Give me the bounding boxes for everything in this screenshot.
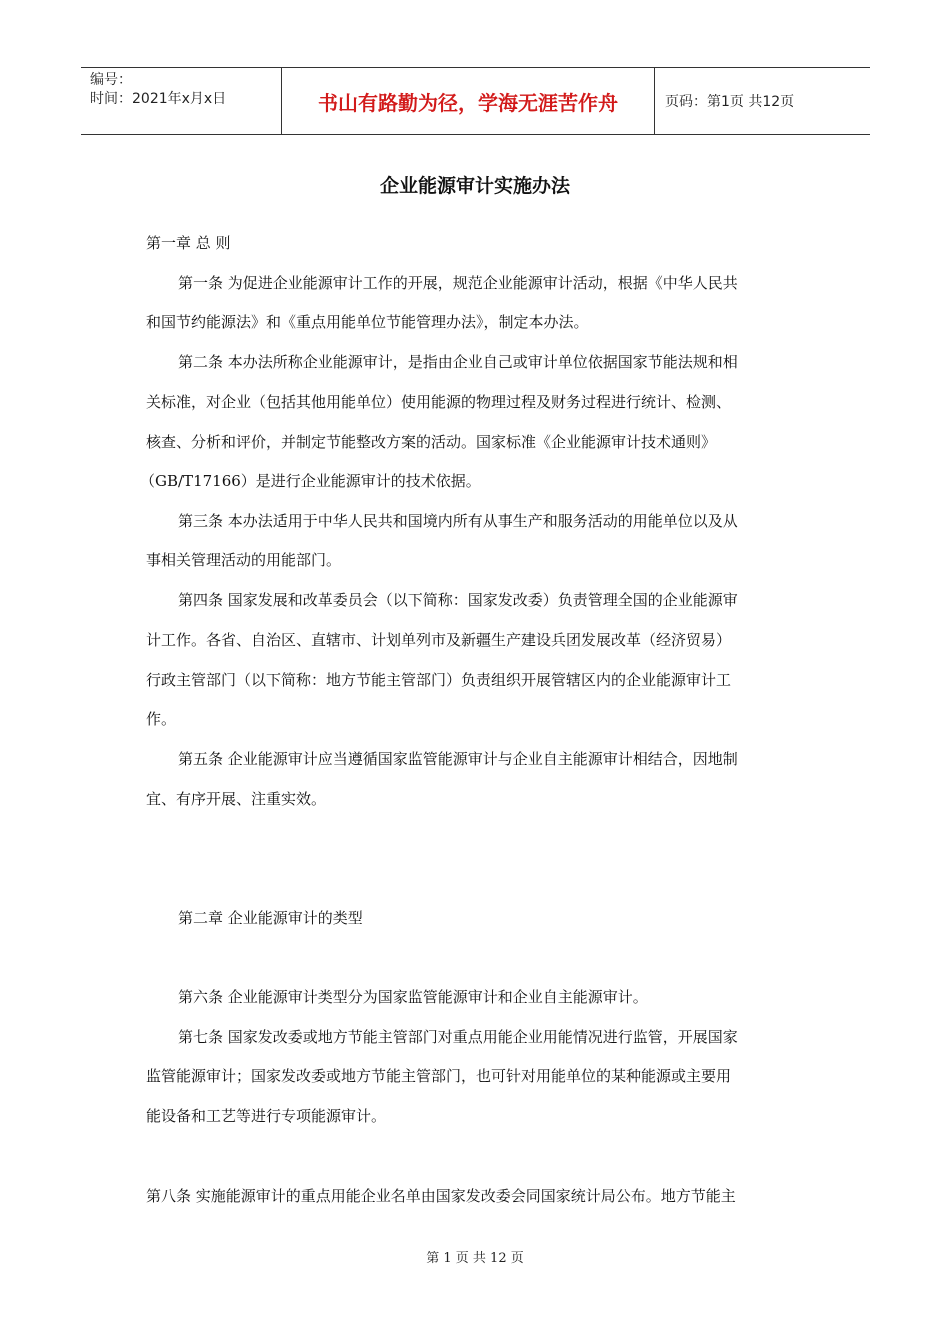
article-2-line-2: 关标准，对企业（包括其他用能单位）使用能源的物理过程及财务过程进行统计、检测、 xyxy=(146,393,732,411)
article-8-line-1: 第八条 实施能源审计的重点用能企业名单由国家发改委会同国家统计局公布。地方节能主 xyxy=(146,1187,736,1205)
header-meta-cell xyxy=(81,68,281,134)
article-4-line-3: 行政主管部门（以下简称：地方节能主管部门）负责组织开展管辖区内的企业能源审计工 xyxy=(146,671,732,689)
article-2-line-1: 第二条 本办法所称企业能源审计，是指由企业自己或审计单位依据国家节能法规和相 xyxy=(178,353,738,371)
document-title: 企业能源审计实施办法 xyxy=(379,175,570,197)
article-2-line-3: 核查、分析和评价，并制定节能整改方案的活动。国家标准《企业能源审计技术通则》 xyxy=(146,433,717,451)
article-5-line-2: 宜、有序开展、注重实效。 xyxy=(146,790,327,808)
page-footer: 第 1 页 共 12 页 xyxy=(426,1251,524,1266)
article-6-line-1: 第六条 企业能源审计类型分为国家监管能源审计和企业自主能源审计。 xyxy=(178,988,648,1006)
article-4-line-2: 计工作。各省、自治区、直辖市、计划单列市及新疆生产建设兵团发展改革（经济贸易） xyxy=(146,631,732,649)
number-label: 编号： xyxy=(90,72,132,88)
article-1-line-1: 第一条 为促进企业能源审计工作的开展，规范企业能源审计活动，根据《中华人民共 xyxy=(178,274,738,292)
article-4-line-4: 作。 xyxy=(146,710,177,728)
chapter-1-heading: 第一章 总 则 xyxy=(146,234,231,252)
article-7-line-1: 第七条 国家发改委或地方节能主管部门对重点用能企业用能情况进行监管，开展国家 xyxy=(178,1028,738,1046)
motto-cell xyxy=(281,68,655,134)
article-5-line-1: 第五条 企业能源审计应当遵循国家监管能源审计与企业自主能源审计相结合，因地制 xyxy=(178,750,738,768)
article-2-line-4: （GB/T17166）是进行企业能源审计的技术依据。 xyxy=(140,472,481,490)
article-7-line-3: 能设备和工艺等进行专项能源审计。 xyxy=(146,1107,387,1125)
article-3-line-2: 事相关管理活动的用能部门。 xyxy=(146,551,342,569)
page-info-text: 页码：第1页 共12页 xyxy=(665,94,795,110)
motto-text: 书山有路勤为径，学海无涯苦作舟 xyxy=(318,90,618,115)
article-4-line-1: 第四条 国家发展和改革委员会（以下简称：国家发改委）负责管理全国的企业能源审 xyxy=(178,591,738,609)
page-info-cell xyxy=(655,68,870,134)
article-3-line-1: 第三条 本办法适用于中华人民共和国境内所有从事生产和服务活动的用能单位以及从 xyxy=(178,512,738,530)
article-1-line-2: 和国节约能源法》和《重点用能单位节能管理办法》，制定本办法。 xyxy=(146,313,589,331)
chapter-2-heading: 第二章 企业能源审计的类型 xyxy=(178,909,363,927)
document-header-table xyxy=(81,67,870,135)
time-label: 时间：2021年x月x日 xyxy=(90,91,227,107)
article-7-line-2: 监管能源审计；国家发改委或地方节能主管部门，也可针对用能单位的某种能源或主要用 xyxy=(146,1067,732,1085)
